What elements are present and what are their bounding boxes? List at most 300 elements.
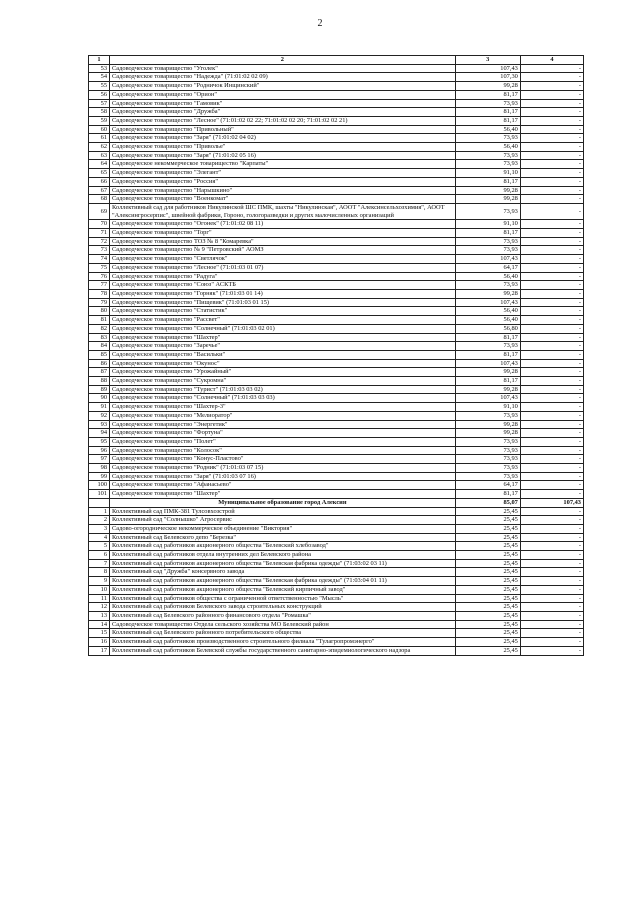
row-name: Садоводческое товарищество "Васильки" <box>110 350 456 359</box>
row-number: 74 <box>89 255 110 264</box>
table-row <box>89 507 584 516</box>
row-number: 67 <box>89 186 110 195</box>
row-number: 4 <box>89 533 110 542</box>
table-row <box>89 186 584 195</box>
row-value-3: 56,40 <box>455 143 520 152</box>
row-number: 96 <box>89 446 110 455</box>
row-name: Садоводческое товарищество "Элегант" <box>110 169 456 178</box>
row-name: Садоводческое товарищество "Приволье" <box>110 143 456 152</box>
row-number: 3 <box>89 524 110 533</box>
row-number: 12 <box>89 603 110 612</box>
row-number: 91 <box>89 403 110 412</box>
header-col-1: 1 <box>89 56 110 65</box>
row-value-3: 99,28 <box>455 82 520 91</box>
row-name: Садоводческое товарищество "Колосок" <box>110 446 456 455</box>
row-value-3: 73,93 <box>455 411 520 420</box>
row-value-3: 81,17 <box>455 350 520 359</box>
row-name: Коллективный сад Белевского районного финансового отдела "Ромашка" <box>110 612 456 621</box>
row-number: 10 <box>89 585 110 594</box>
row-value-4: - <box>520 368 583 377</box>
row-value-4: - <box>520 186 583 195</box>
row-number: 93 <box>89 420 110 429</box>
table-row <box>89 359 584 368</box>
row-value-4: - <box>520 551 583 560</box>
row-name: Коллективный сад ПМК-381 Тулсовхозстрой <box>110 507 456 516</box>
row-name: Садоводческое товарищество ТОЗ № 8 "Комаревка" <box>110 237 456 246</box>
header-col-4: 4 <box>520 56 583 65</box>
table-row <box>89 490 584 499</box>
table-row <box>89 385 584 394</box>
table-row <box>89 263 584 272</box>
row-number: 70 <box>89 220 110 229</box>
table-row <box>89 177 584 186</box>
row-value-3: 107,43 <box>455 298 520 307</box>
table-row <box>89 394 584 403</box>
row-value-3: 99,28 <box>455 429 520 438</box>
row-name: Садоводческое товарищество "Военкомат" <box>110 195 456 204</box>
table-row <box>89 403 584 412</box>
row-value-4: - <box>520 289 583 298</box>
row-name: Садоводческое товарищество "Нарышкино" <box>110 186 456 195</box>
table-row <box>89 533 584 542</box>
row-number: 95 <box>89 437 110 446</box>
row-number: 1 <box>89 507 110 516</box>
row-value-4: - <box>520 169 583 178</box>
table-row <box>89 116 584 125</box>
table-row <box>89 220 584 229</box>
row-name: Садоводческое товарищество "Родничок Инщинский" <box>110 82 456 91</box>
row-value-4: - <box>520 220 583 229</box>
header-col-3: 3 <box>455 56 520 65</box>
row-value-4: - <box>520 99 583 108</box>
row-value-3: 25,45 <box>455 507 520 516</box>
row-number: 13 <box>89 612 110 621</box>
table-row <box>89 377 584 386</box>
row-name: Садоводческое товарищество "Урожайный" <box>110 368 456 377</box>
row-name: Садоводческое товарищество Отдела сельского хозяйства МО Белевский район <box>110 620 456 629</box>
row-value-3: 73,93 <box>455 472 520 481</box>
row-value-3: 81,17 <box>455 333 520 342</box>
row-name: Коллективный сад "Солнышко" Агросервис <box>110 516 456 525</box>
row-value-4: - <box>520 385 583 394</box>
row-value-3: 73,93 <box>455 464 520 473</box>
row-value-4: - <box>520 420 583 429</box>
row-name: Садоводческое товарищество "Заря" (71:01:02 05 16) <box>110 151 456 160</box>
row-value-4: - <box>520 342 583 351</box>
row-name: Коллективный сад работников Белевской службы государственного санитарно-эпидемиологического надзора <box>110 646 456 655</box>
row-name: Садоводческое товарищество "Привольный" <box>110 125 456 134</box>
row-value-3: 73,93 <box>455 342 520 351</box>
row-number: 85 <box>89 350 110 359</box>
row-value-3: 81,17 <box>455 229 520 238</box>
table-row <box>89 551 584 560</box>
table-row <box>89 585 584 594</box>
row-number: 6 <box>89 551 110 560</box>
row-number: 5 <box>89 542 110 551</box>
row-value-3: 107,43 <box>455 359 520 368</box>
row-value-3: 73,93 <box>455 437 520 446</box>
row-name: Садоводческое товарищество "Турист" (71:01:03 03 02) <box>110 385 456 394</box>
row-number: 17 <box>89 646 110 655</box>
table-row <box>89 246 584 255</box>
row-value-4: - <box>520 298 583 307</box>
row-number: 71 <box>89 229 110 238</box>
row-number: 73 <box>89 246 110 255</box>
row-number: 77 <box>89 281 110 290</box>
row-value-3: 64,17 <box>455 481 520 490</box>
row-number: 11 <box>89 594 110 603</box>
table-header-row <box>89 56 584 65</box>
row-number: 78 <box>89 289 110 298</box>
row-value-4: - <box>520 151 583 160</box>
row-number: 2 <box>89 516 110 525</box>
row-name: Садоводческое товарищество "Конус-Пластово" <box>110 455 456 464</box>
row-number: 76 <box>89 272 110 281</box>
row-value-3: 25,45 <box>455 577 520 586</box>
row-name: Садоводческое товарищество "Горняк" (71:01:03 01 14) <box>110 289 456 298</box>
row-value-3: 73,93 <box>455 160 520 169</box>
row-value-4: - <box>520 281 583 290</box>
row-value-4: - <box>520 646 583 655</box>
table-row <box>89 464 584 473</box>
row-name: Садоводческое товарищество "Родник" (71:01:03 07 15) <box>110 464 456 473</box>
row-value-4: - <box>520 524 583 533</box>
row-name: Садоводческое некоммерческое товарищество "Карпаты" <box>110 160 456 169</box>
table-row <box>89 646 584 655</box>
row-name: Садоводческое товарищество "Союз" АСКТБ <box>110 281 456 290</box>
row-name: Садоводческое товарищество № 9 "Петровский" АОМЗ <box>110 246 456 255</box>
row-value-4: - <box>520 350 583 359</box>
row-value-3: 91,10 <box>455 169 520 178</box>
row-value-3: 85,07 <box>455 498 520 507</box>
row-number: 66 <box>89 177 110 186</box>
row-name: Садоводческое товарищество "Пищевик" (71:01:03 01 15) <box>110 298 456 307</box>
row-value-4: - <box>520 464 583 473</box>
table-row <box>89 99 584 108</box>
table-row <box>89 307 584 316</box>
row-name: Садоводческое товарищество "Радуга" <box>110 272 456 281</box>
row-value-4: - <box>520 246 583 255</box>
row-value-4: - <box>520 603 583 612</box>
table-row <box>89 289 584 298</box>
row-value-4: - <box>520 203 583 219</box>
row-name: Садоводческое товарищество "Светлячок" <box>110 255 456 264</box>
row-number: 75 <box>89 263 110 272</box>
table-row <box>89 612 584 621</box>
row-number: 53 <box>89 64 110 73</box>
row-value-3: 25,45 <box>455 629 520 638</box>
row-name: Коллективный сад работников акционерного общества "Белевский кирпичный завод" <box>110 585 456 594</box>
row-name: Коллективный сад Белевского районного потребительского общества <box>110 629 456 638</box>
row-value-3: 73,93 <box>455 446 520 455</box>
row-value-4: - <box>520 620 583 629</box>
row-value-4: - <box>520 333 583 342</box>
row-name: Садоводческое товарищество "Россия" <box>110 177 456 186</box>
table-row <box>89 481 584 490</box>
table-row <box>89 472 584 481</box>
row-value-4: - <box>520 73 583 82</box>
row-number: 60 <box>89 125 110 134</box>
table-row <box>89 333 584 342</box>
row-name: Коллективный сад работников Белевского завода строительных конструкций <box>110 603 456 612</box>
row-name: Садоводческое товарищество "Уголек" <box>110 64 456 73</box>
row-value-4: - <box>520 143 583 152</box>
table-row <box>89 64 584 73</box>
row-name: Садоводческое товарищество "Статистик" <box>110 307 456 316</box>
row-name: Садоводческое товарищество "Гамовик" <box>110 99 456 108</box>
row-value-4: - <box>520 568 583 577</box>
row-value-3: 56,40 <box>455 272 520 281</box>
row-value-4: - <box>520 638 583 647</box>
table-body <box>89 64 584 655</box>
row-value-3: 25,45 <box>455 594 520 603</box>
row-value-4: - <box>520 533 583 542</box>
row-value-3: 73,93 <box>455 99 520 108</box>
table-row <box>89 151 584 160</box>
row-value-4: - <box>520 90 583 99</box>
row-value-3: 73,93 <box>455 246 520 255</box>
row-value-3: 73,93 <box>455 151 520 160</box>
row-value-3: 81,17 <box>455 377 520 386</box>
row-value-4: - <box>520 316 583 325</box>
row-number: 90 <box>89 394 110 403</box>
row-name: Садоводческое товарищество "Окунос" <box>110 359 456 368</box>
table-row <box>89 350 584 359</box>
row-number: 8 <box>89 568 110 577</box>
section-row <box>89 498 584 507</box>
table-row <box>89 516 584 525</box>
row-value-3: 73,93 <box>455 203 520 219</box>
row-value-4: - <box>520 455 583 464</box>
table-row <box>89 108 584 117</box>
row-number: 61 <box>89 134 110 143</box>
table-row <box>89 134 584 143</box>
row-value-4: - <box>520 125 583 134</box>
row-number: 55 <box>89 82 110 91</box>
table-row <box>89 638 584 647</box>
table-row <box>89 324 584 333</box>
table-row <box>89 298 584 307</box>
row-value-4: - <box>520 629 583 638</box>
row-name: Коллективный сад работников акционерного общества "Белевский хлебозавод" <box>110 542 456 551</box>
row-number: 57 <box>89 99 110 108</box>
table-row <box>89 577 584 586</box>
table-row <box>89 368 584 377</box>
row-value-3: 99,28 <box>455 195 520 204</box>
row-number: 101 <box>89 490 110 499</box>
table-row <box>89 255 584 264</box>
row-value-4: - <box>520 82 583 91</box>
row-value-4: - <box>520 377 583 386</box>
row-value-3: 25,45 <box>455 620 520 629</box>
row-name: Коллективный сад работников акционерного общества "Белевская фабрика одежды" (71:03:02 03 11) <box>110 559 456 568</box>
row-value-3: 99,28 <box>455 368 520 377</box>
row-value-4: - <box>520 490 583 499</box>
row-value-3: 25,45 <box>455 568 520 577</box>
row-value-4: - <box>520 594 583 603</box>
row-name: Садоводческое товарищество "Сукромна" <box>110 377 456 386</box>
row-name: Коллективный сад работников акционерного общества "Белевская фабрика одежды" (71:03:04 01 11) <box>110 577 456 586</box>
table-row <box>89 82 584 91</box>
row-value-4: - <box>520 542 583 551</box>
row-name: Коллективный сад "Дружба" консервного завода <box>110 568 456 577</box>
row-value-3: 25,45 <box>455 533 520 542</box>
table-row <box>89 272 584 281</box>
row-value-3: 81,17 <box>455 90 520 99</box>
row-name: Садоводческое товарищество "Фортуна" <box>110 429 456 438</box>
table-row <box>89 281 584 290</box>
row-number: 64 <box>89 160 110 169</box>
row-value-4: - <box>520 160 583 169</box>
table-row <box>89 229 584 238</box>
row-value-3: 64,17 <box>455 263 520 272</box>
row-value-3: 91,10 <box>455 403 520 412</box>
row-value-3: 73,93 <box>455 455 520 464</box>
row-name: Садоводческое товарищество "Шахтер" <box>110 333 456 342</box>
row-number: 68 <box>89 195 110 204</box>
row-number: 83 <box>89 333 110 342</box>
row-number: 69 <box>89 203 110 219</box>
row-value-3: 25,45 <box>455 638 520 647</box>
row-value-4: - <box>520 516 583 525</box>
row-value-3: 73,93 <box>455 134 520 143</box>
row-value-3: 81,17 <box>455 116 520 125</box>
row-name: Садоводческое товарищество "Торг" <box>110 229 456 238</box>
row-name: Садоводческое товарищество "Энергетик" <box>110 420 456 429</box>
row-value-3: 107,30 <box>455 73 520 82</box>
row-number: 15 <box>89 629 110 638</box>
row-number: 82 <box>89 324 110 333</box>
row-number: 72 <box>89 237 110 246</box>
row-value-4: - <box>520 559 583 568</box>
table-row <box>89 568 584 577</box>
row-name: Муниципальное образование город Алексин <box>110 498 456 507</box>
row-name: Садоводческое товарищество "Орион" <box>110 90 456 99</box>
row-value-4: - <box>520 134 583 143</box>
row-number: 56 <box>89 90 110 99</box>
row-value-3: 25,45 <box>455 559 520 568</box>
row-number: 16 <box>89 638 110 647</box>
table-row <box>89 73 584 82</box>
table-row <box>89 594 584 603</box>
row-name: Садоводческое товарищество "Шахтер-3" <box>110 403 456 412</box>
row-value-4: - <box>520 263 583 272</box>
row-name: Коллективный сад работников отдела внутренних дел Белевского района <box>110 551 456 560</box>
row-name: Садоводческое товарищество "Солнечный" (71:01:03 02 01) <box>110 324 456 333</box>
table-row <box>89 316 584 325</box>
row-value-4: - <box>520 403 583 412</box>
table-row <box>89 203 584 219</box>
row-name: Садоводческое товарищество "Заря" (71:01:02 04 02) <box>110 134 456 143</box>
row-value-3: 107,43 <box>455 394 520 403</box>
row-value-3: 81,17 <box>455 108 520 117</box>
table-row <box>89 90 584 99</box>
row-value-3: 25,45 <box>455 646 520 655</box>
row-value-3: 99,28 <box>455 186 520 195</box>
row-name: Садоводческое товарищество "Заречье" <box>110 342 456 351</box>
row-number: 92 <box>89 411 110 420</box>
row-number: 63 <box>89 151 110 160</box>
row-value-3: 56,80 <box>455 324 520 333</box>
data-table <box>88 55 584 656</box>
row-value-4: - <box>520 229 583 238</box>
row-value-4: - <box>520 255 583 264</box>
table-row <box>89 437 584 446</box>
row-value-4: - <box>520 577 583 586</box>
table-row <box>89 629 584 638</box>
row-value-4: - <box>520 116 583 125</box>
row-value-4: - <box>520 481 583 490</box>
row-name: Садоводческое товарищество "Заря" (71:01:03 07 16) <box>110 472 456 481</box>
row-value-3: 73,93 <box>455 237 520 246</box>
row-number: 84 <box>89 342 110 351</box>
row-value-3: 81,17 <box>455 177 520 186</box>
row-value-3: 25,45 <box>455 551 520 560</box>
row-number: 98 <box>89 464 110 473</box>
row-name: Коллективный сад работников производственного строительного филиала "Тулагропромэнерго" <box>110 638 456 647</box>
row-number: 7 <box>89 559 110 568</box>
row-value-4: - <box>520 394 583 403</box>
row-value-4: - <box>520 108 583 117</box>
row-value-3: 25,45 <box>455 603 520 612</box>
row-number <box>89 498 110 507</box>
row-value-4: - <box>520 359 583 368</box>
row-name: Садоводческое товарищество "Солнечный" (71:01:03 03 03) <box>110 394 456 403</box>
row-name: Садоводческое товарищество "Мелиоратор" <box>110 411 456 420</box>
row-number: 59 <box>89 116 110 125</box>
row-number: 97 <box>89 455 110 464</box>
table-row <box>89 195 584 204</box>
row-number: 65 <box>89 169 110 178</box>
row-number: 80 <box>89 307 110 316</box>
row-name: Садоводческое товарищество "Огонек" (71:01:02 08 11) <box>110 220 456 229</box>
row-number: 94 <box>89 429 110 438</box>
row-value-4: - <box>520 195 583 204</box>
row-name: Коллективный сад работников общества с ограниченной ответственностью "Мысль" <box>110 594 456 603</box>
table-row <box>89 237 584 246</box>
row-value-3: 99,28 <box>455 420 520 429</box>
row-value-4: - <box>520 507 583 516</box>
row-number: 62 <box>89 143 110 152</box>
row-number: 99 <box>89 472 110 481</box>
row-value-3: 25,45 <box>455 612 520 621</box>
row-value-3: 73,93 <box>455 281 520 290</box>
row-value-4: - <box>520 177 583 186</box>
row-name: Садоводческое товарищество "Лесное" (71:01:02 02 22; 71:01:02 02 20; 71:01:02 02 21) <box>110 116 456 125</box>
table-row <box>89 125 584 134</box>
table-row <box>89 143 584 152</box>
header-col-2: 2 <box>110 56 456 65</box>
row-value-4: - <box>520 64 583 73</box>
row-value-4: - <box>520 324 583 333</box>
row-value-3: 25,45 <box>455 542 520 551</box>
table-row <box>89 420 584 429</box>
row-number: 14 <box>89 620 110 629</box>
table-row <box>89 603 584 612</box>
row-name: Садоводческое товарищество "Рассвет" <box>110 316 456 325</box>
row-value-4: - <box>520 237 583 246</box>
row-value-4: - <box>520 272 583 281</box>
row-value-4: - <box>520 437 583 446</box>
row-number: 86 <box>89 359 110 368</box>
row-value-4: - <box>520 307 583 316</box>
row-name: Садоводческое товарищество "Дружба" <box>110 108 456 117</box>
row-value-4: - <box>520 429 583 438</box>
row-name: Садоводческое товарищество "Надежда" (71:01:02 02 09) <box>110 73 456 82</box>
table-row <box>89 446 584 455</box>
row-number: 9 <box>89 577 110 586</box>
row-value-3: 99,28 <box>455 289 520 298</box>
